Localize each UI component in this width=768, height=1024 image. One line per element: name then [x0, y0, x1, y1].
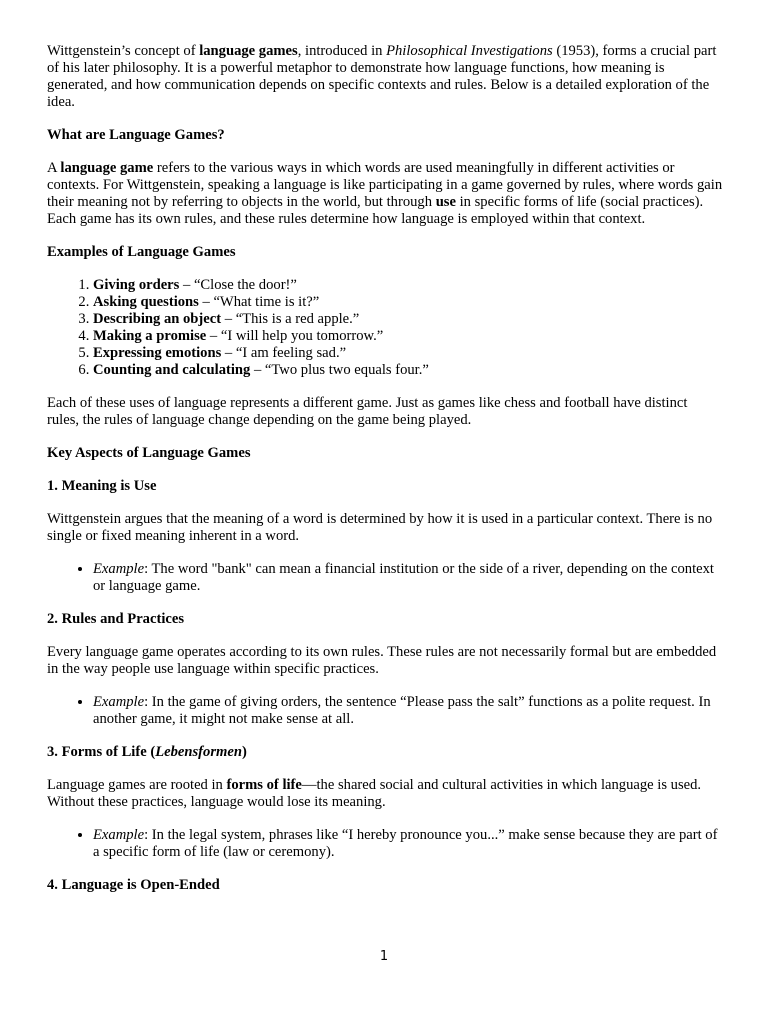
document-page	[47, 43, 723, 910]
term-forms-of-life: forms of life	[226, 777, 302, 793]
list-item: • Example: The word "bank" can mean a financial institution or the side of a river, depending on the context or language game.	[93, 561, 723, 595]
intro-paragraph: Wittgenstein’s concept of language games, introduced in Philosophical Investigations (1953), forms a crucial part of his later philosophy. It is a powerful metaphor to demonstrate how language functions, how meaning is generated, and how communication depends on specific contexts and rules. Below is a detailed exploration of the idea.	[47, 43, 717, 110]
list-item: • Example: In the game of giving orders, the sentence “Please pass the salt” functions as a polite request. In another game, it might not make sense at all.	[93, 694, 723, 728]
subsection-heading-rules: 2. Rules and Practices	[47, 611, 185, 627]
each-paragraph: Each of these uses of language represents a different game. Just as games like chess and football have distinct rules, the rules of language change depending on the game being played.	[47, 395, 688, 428]
list-item: 6. Counting and calculating – “Two plus two equals four.”	[93, 362, 723, 379]
subsection-heading-forms: 3. Forms of Life (Lebensformen)	[47, 744, 247, 760]
list-item: 1. Giving orders – “Close the door!”	[93, 277, 723, 294]
what-paragraph: A language game refers to the various ways in which words are used meaningfully in different activities or contexts. For Wittgenstein, speaking a language is like participating in a game governed by rules, where words gain their meaning not by referring to objects in the world, but through use in specific forms of life (social practices). Each game has its own rules, and these rules determine how language is employed within that context.	[47, 160, 723, 227]
section-heading-key-aspects: Key Aspects of Language Games	[47, 445, 251, 461]
list-item: 4. Making a promise – “I will help you tomorrow.”	[93, 328, 723, 345]
subsection-heading-meaning: 1. Meaning is Use	[47, 478, 157, 494]
term-language-game: language game	[60, 160, 154, 176]
rules-example-list	[47, 694, 723, 728]
term-language-games: language games	[199, 43, 298, 59]
meaning-example-list	[47, 561, 723, 595]
forms-paragraph: Language games are rooted in forms of life—the shared social and cultural activities in which language is used. Without these practices, language would lose its meaning.	[47, 777, 702, 810]
list-item: 5. Expressing emotions – “I am feeling sad.”	[93, 345, 723, 362]
examples-list	[47, 277, 723, 379]
forms-example-list	[47, 827, 723, 861]
section-heading-examples: Examples of Language Games	[47, 244, 236, 260]
rules-paragraph: Every language game operates according to its own rules. These rules are not necessarily formal but are embedded in the way people use language within specific practices.	[47, 644, 717, 677]
page-number: 1	[379, 949, 389, 964]
meaning-paragraph: Wittgenstein argues that the meaning of a word is determined by how it is used in a particular context. There is no single or fixed meaning inherent in a word.	[47, 511, 713, 544]
book-title: Philosophical Investigations	[386, 43, 553, 59]
list-item: 3. Describing an object – “This is a red apple.”	[93, 311, 723, 328]
term-use: use	[435, 194, 456, 210]
section-heading-what: What are Language Games?	[47, 127, 225, 143]
list-item: 2. Asking questions – “What time is it?”	[93, 294, 723, 311]
subsection-heading-open-ended: 4. Language is Open-Ended	[47, 877, 220, 893]
list-item: • Example: In the legal system, phrases like “I hereby pronounce you...” make sense because they are part of a specific form of life (law or ceremony).	[93, 827, 723, 861]
